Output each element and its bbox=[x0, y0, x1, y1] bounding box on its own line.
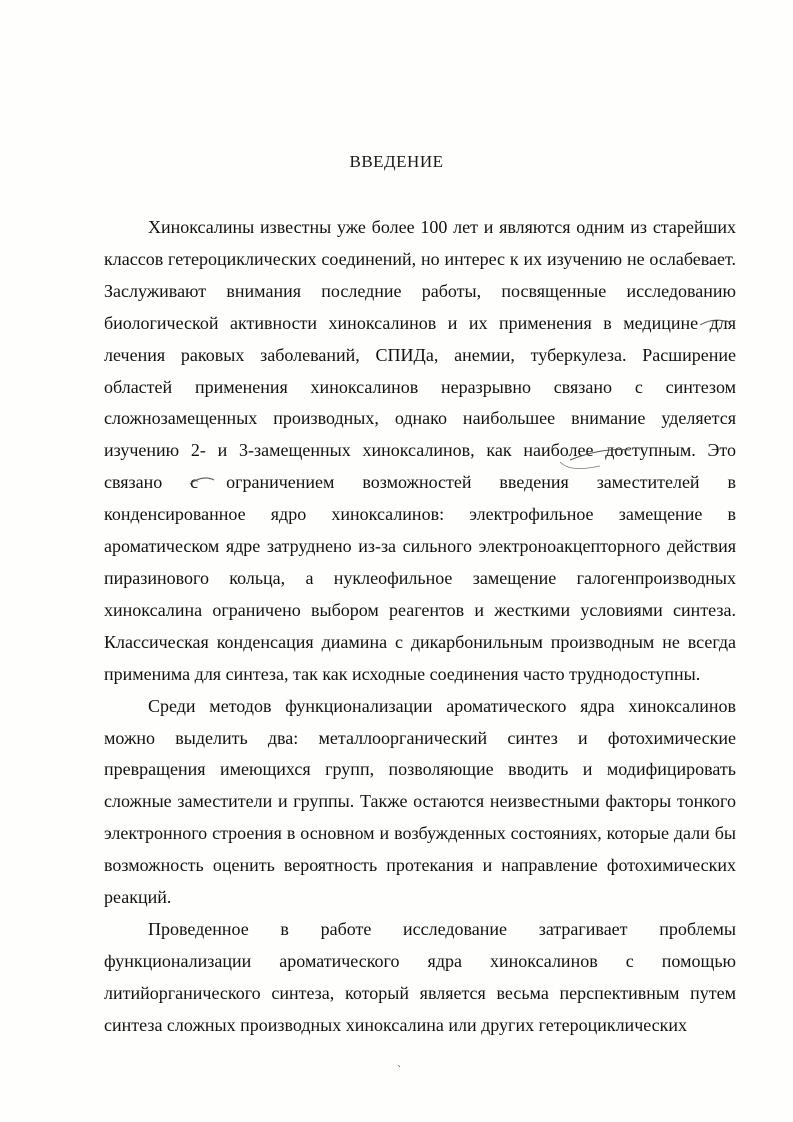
page-title: ВВЕДЕНИЕ bbox=[349, 152, 444, 171]
stray-mark: ` bbox=[397, 1065, 402, 1076]
paragraph-2: Среди методов функционализации ароматического ядра хиноксалинов можно выделить два: металлоорганический синтез и фотохимические превращения имеющихся групп, позволяющие вводить и модифицировать сложные заместители и группы. Также остаются неизвестными факторы тонкого электронного строения в основном и возбужденных состояниях, которые дали бы возможность оценить вероятность протекания и направление фотохимических реакций. bbox=[104, 695, 736, 908]
body-text bbox=[104, 212, 736, 1042]
paragraph-1: Хиноксалины известны уже более 100 лет и являются одним из старейших классов гетероциклических соединений, но интерес к их изучению не ослабевает. Заслуживают внимания последние работы, посвященные исследованию биологической активности хиноксалинов и их применения в медицине для лечения раковых заболеваний, СПИДа, анемии, туберкулеза. Расширение областей применения хиноксалинов неразрывно связано с синтезом сложнозамещенных производных, однако наибольшее внимание уделяется изучению 2- и 3-замещенных хиноксалинов, как наиболее доступным. Это связано с ограничением возможностей введения заместителей в конденсированное ядро хиноксалинов: электрофильное замещение в ароматическом ядре затруднено из-за сильного электроноакцепторного действия пиразинового кольца, а нуклеофильное замещение галогенпроизводных хиноксалина ограничено выбором реагентов и жесткими условиями синтеза. Классическая конденсация диамина с дикарбонильным производным не всегда применима для синтеза, так как исходные соединения часто труднодоступны. bbox=[104, 217, 736, 684]
paragraph-3: Проведенное в работе исследование затрагивает проблемы функционализации ароматического ядра хиноксалинов с помощью литийорганического синтеза, который является весьма перспективным путем синтеза сложных производных хиноксалина или других гетероциклических bbox=[104, 918, 736, 1035]
